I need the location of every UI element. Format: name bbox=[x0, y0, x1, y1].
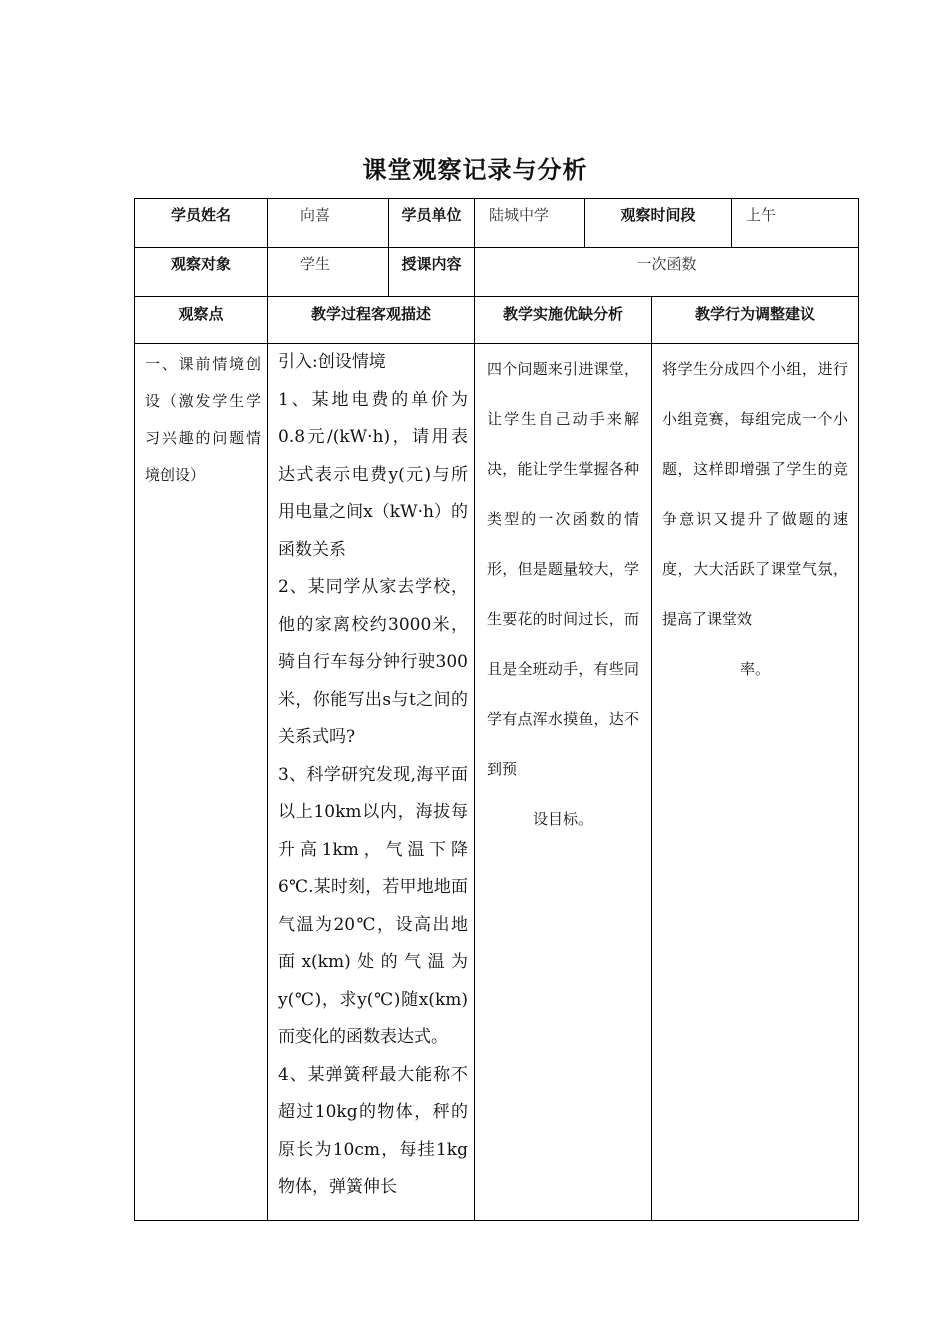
process-line: 1、某地电费的单价为0.8元/(kW·h)，请用表达式表示电费y(元)与所用电量之间x（kW·h）的函数关系 bbox=[278, 389, 468, 560]
student-name-value: 向喜 bbox=[268, 199, 389, 248]
student-unit-label: 学员单位 bbox=[389, 199, 475, 248]
analysis-text: 四个问题来引进课堂，让学生自己动手来解决，能让学生掌握各种类型的一次函数的情形，但是题量较大，学生要花的时间过长，而且是全班动手，有些同学有点浑水摸鱼，达不到预 bbox=[487, 360, 639, 778]
observation-row bbox=[135, 344, 859, 1221]
info-row-2 bbox=[135, 248, 859, 297]
process-line: 3、科学研究发现,海平面以上10km以内，海拔每升高1km，气温下降6℃.某时刻，若甲地地面气温为20℃，设高出地面x(km)处的气温为y(℃)，求y(℃)随x(km)而变化的函数表达式。 bbox=[278, 764, 468, 1047]
time-value: 上午 bbox=[732, 199, 859, 248]
object-value: 学生 bbox=[268, 248, 389, 297]
advice-text-tail: 率。 bbox=[740, 660, 771, 678]
process-cell bbox=[268, 344, 475, 1221]
observation-table bbox=[134, 198, 859, 1221]
page-title: 课堂观察记录与分析 bbox=[362, 155, 588, 184]
process-line: 2、某同学从家去学校，他的家离校约3000米，骑自行车每分钟行驶300米，你能写出s与t之间的关系式吗? bbox=[278, 577, 468, 747]
student-name-label: 学员姓名 bbox=[135, 199, 268, 248]
column-header-analysis: 教学实施优缺分析 bbox=[475, 297, 652, 344]
process-line: 4、某弹簧秤最大能称不超过10kg的物体，秤的原长为10cm，每挂1kg物体，弹簧伸长 bbox=[278, 1064, 468, 1197]
content-value: 一次函数 bbox=[475, 248, 859, 297]
column-header-process: 教学过程客观描述 bbox=[268, 297, 475, 344]
object-label: 观察对象 bbox=[135, 248, 268, 297]
advice-text: 将学生分成四个小组，进行小组竞赛，每组完成一个小题，这样即增强了学生的竞争意识又提升了做题的速度，大大活跃了课堂气氛，提高了课堂效 bbox=[662, 360, 849, 628]
analysis-text-tail: 设目标。 bbox=[532, 810, 593, 828]
analysis-cell bbox=[475, 344, 652, 1221]
observation-point-text: 一、课前情境创设（激发学生学习兴趣的问题情境创设） bbox=[145, 355, 261, 484]
process-line: 引入:创设情境 bbox=[278, 352, 386, 372]
observation-point-cell bbox=[135, 344, 268, 1221]
info-row-1 bbox=[135, 199, 859, 248]
column-header-advice: 教学行为调整建议 bbox=[652, 297, 859, 344]
student-unit-value: 陆城中学 bbox=[475, 199, 585, 248]
column-header-point: 观察点 bbox=[135, 297, 268, 344]
time-label: 观察时间段 bbox=[585, 199, 732, 248]
advice-cell bbox=[652, 344, 859, 1221]
content-label: 授课内容 bbox=[389, 248, 475, 297]
column-header-row bbox=[135, 297, 859, 344]
